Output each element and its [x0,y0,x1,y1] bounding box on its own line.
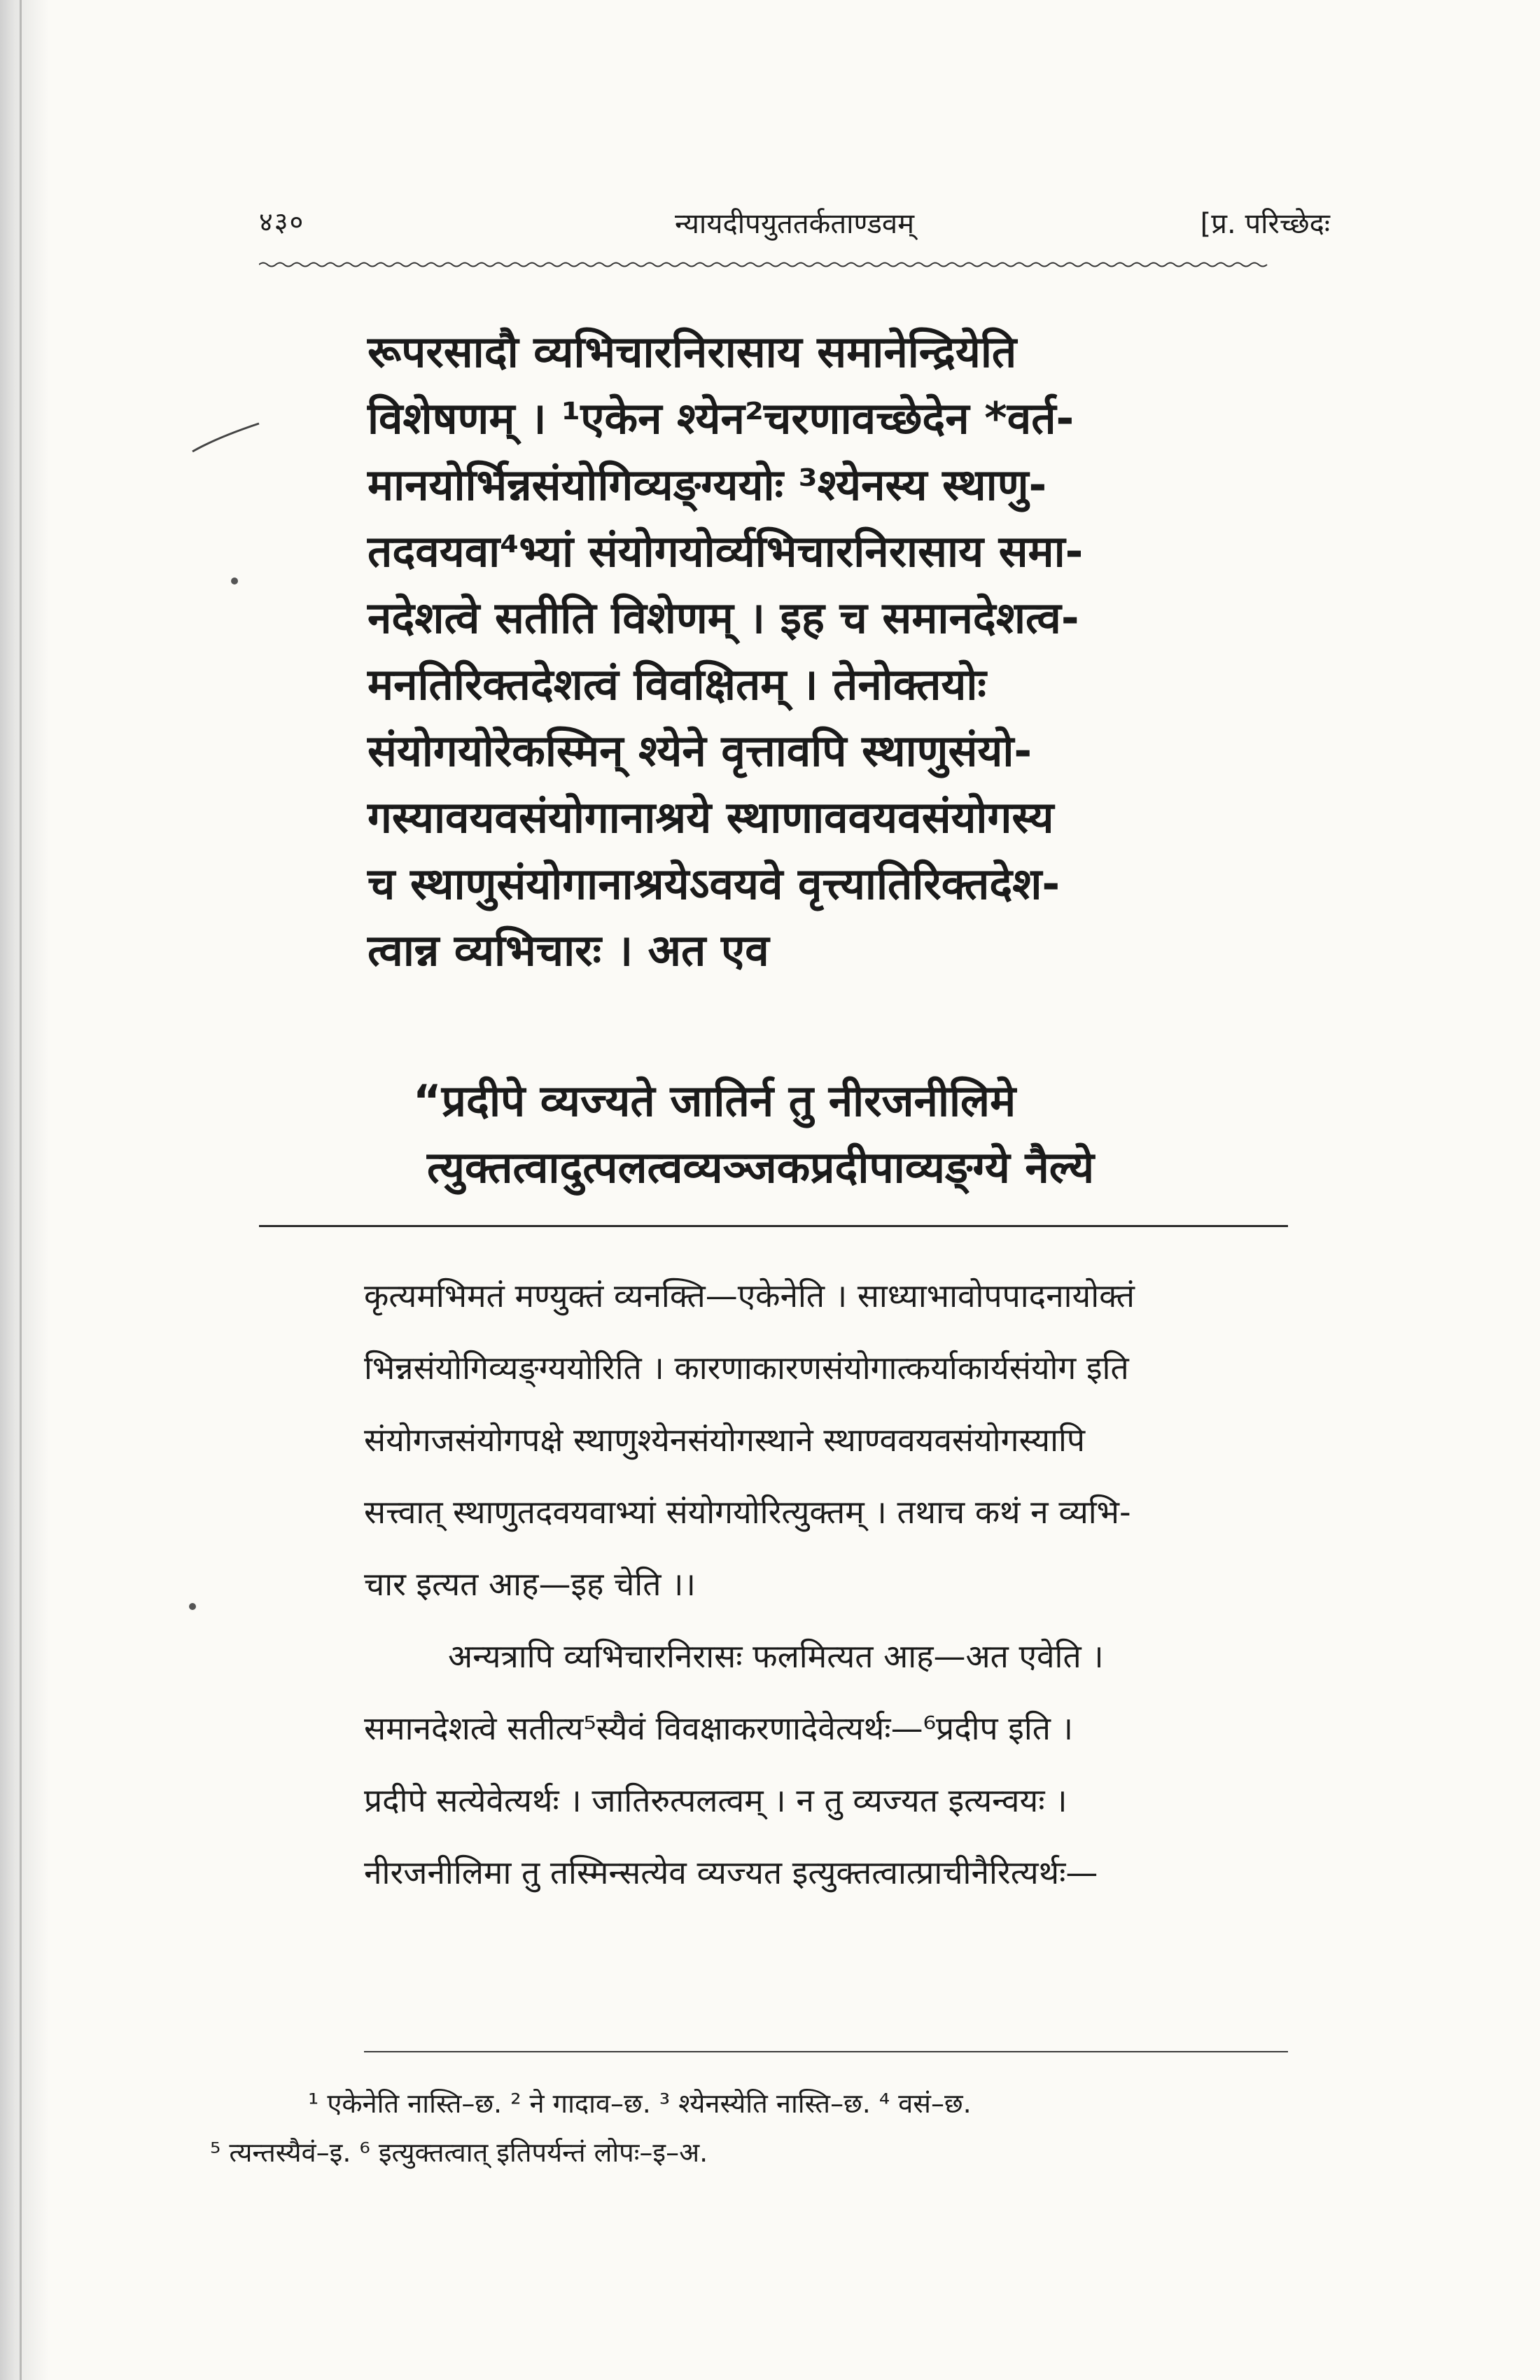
chapter-label: [प्र. परिच्छेदः [1200,208,1330,240]
commentary-line: संयोगजसंयोगपक्षे स्थाणुश्येनसंयोगस्थाने स्थाण्ववयवसंयोगस्यापि [364,1421,1086,1459]
main-text-line: च स्थाणुसंयोगानाश्रयेऽवयवे वृत्त्यातिरिक्तदेश- [368,858,1060,909]
commentary-line: कृत्यमभिमतं मण्युक्तं व्यनक्ति—एकेनेति । साध्याभावोपपादनायोक्तं [364,1277,1135,1315]
stray-dot-mark [189,1603,196,1610]
running-title: न्यायदीपयुततर्कताण्डवम् [674,208,915,240]
footnote-divider [364,2051,1288,2052]
main-text-line: मनतिरिक्तदेशत्वं विवक्षितम् । तेनोक्तयोः [368,659,986,710]
header-wavy-rule [259,260,1330,269]
main-text-line: गस्यावयवसंयोगानाश्रये स्थाणाववयवसंयोगस्य [368,792,1054,843]
main-text-line: मानयोर्भिन्नसंयोगिव्यङ्ग्ययोः ³श्येनस्य स्थाणु- [368,459,1047,510]
commentary-line: चार इत्यत आह—इह चेति ।। [364,1565,696,1603]
commentary-line: भिन्नसंयोगिव्यङ्ग्ययोरिति । कारणाकारणसंयोगात्कर्याकार्यसंयोग इति [364,1349,1129,1387]
commentary-block [364,1260,1288,1909]
main-text-line: संयोगयोरेकस्मिन् श्येने वृत्तावपि स्थाणुसंयो- [368,725,1032,776]
commentary-line: प्रदीपे सत्येवेत्यर्थः । जातिरुत्पलत्वम् । न तु व्यज्यत इत्यन्वयः । [364,1782,1068,1819]
main-text-line: नदेशत्वे सतीति विशेणम् । इह च समानदेशत्व- [368,592,1079,643]
main-text-line: विशेषणम् । ¹एकेन श्येन²चरणावच्छेदेन *वर्त- [368,393,1074,444]
page-binding-line [20,0,22,2380]
text-commentary-divider [259,1225,1288,1227]
footnote-line: ⁵ त्यन्तस्यैवं–इ. ⁶ इत्युक्तत्वात् इतिपर्यन्तं लोपः–इ–अ. [210,2137,708,2168]
commentary-line: समानदेशत्वे सतीत्य⁵स्यैवं विवक्षाकरणादेवेत्यर्थः—⁶प्रदीप इति । [364,1709,1074,1747]
page-header [259,203,1330,259]
commentary-line: नीरजनीलिमा तु तस्मिन्सत्येव व्यज्यत इत्युक्तत्वात्प्राचीनैरित्यर्थः— [364,1854,1098,1891]
verse-line: “प्रदीपे व्यज्यते जातिर्न तु नीरजनीलिमे [413,1075,1016,1126]
commentary-line: सत्त्वात् स्थाणुतदवयवाभ्यां संयोगयोरित्युक्तम् । तथाच कथं न व्यभि- [364,1493,1131,1531]
commentary-line: अन्यत्रापि व्यभिचारनिरासः फलमित्यत आह—अत एवेति । [448,1637,1104,1675]
footnote-line: ¹ एकेनेति नास्ति–छ. ² ने गादाव–छ. ³ श्येनस्येति नास्ति–छ. ⁴ वसं–छ. [308,2088,972,2119]
quoted-verse [413,1068,1211,1200]
main-text-line: तदवयवा⁴भ्यां संयोगयोर्व्यभिचारनिरासाय समा- [368,526,1084,577]
stray-dot-mark [231,578,238,584]
page-left-edge-shadow [0,0,49,2380]
footnotes-block [210,2079,1288,2177]
main-text-line: त्वान्न व्यभिचारः । अत एव [368,925,769,976]
margin-pencil-mark [189,416,266,458]
verse-line: त्युक्तत्वादुत्पलत्वव्यञ्जकप्रदीपाव्यङ्ग्ये नैल्ये [427,1142,1095,1193]
main-text-line: रूपरसादौ व्यभिचारनिरासाय समानेन्द्रियेति [368,326,1017,377]
main-text-block [368,318,1208,983]
page-number: ४३० [259,206,305,237]
